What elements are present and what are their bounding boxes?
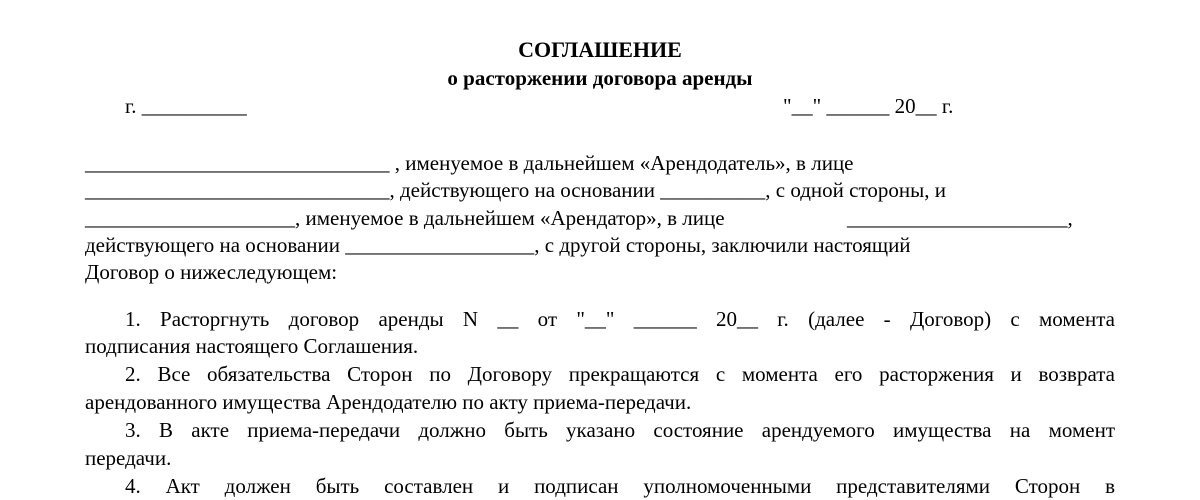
clause-1-second-line: подписания настоящего Соглашения. (85, 334, 419, 358)
document-title: СОГЛАШЕНИЕ (518, 37, 682, 62)
clause-2-first-line: 2. Все обязательства Сторон по Договору прекращаются с момента его расторжения и возврата (125, 362, 1115, 386)
intro-line-1: _____________________________ , именуемое в дальнейшем «Арендодатель», в лице (85, 151, 854, 175)
clause-3-first-line: 3. В акте приема-передачи должно быть указано состояние арендуемого имущества на момент (125, 418, 1115, 442)
place-line: г. __________ (125, 94, 247, 118)
clause-1-first-line: 1. Расторгнуть договор аренды N __ от "__" ______ 20__ г. (далее - Договор) с момента (125, 307, 1115, 331)
intro-line-2: _____________________________, действующего на основании __________, с одной стороны, и (85, 178, 946, 202)
intro-line-5: Договор о нижеследующем: (85, 260, 338, 284)
intro-line-4: действующего на основании __________________, с другой стороны, заключили настоящий (85, 233, 911, 257)
document-subtitle: о расторжении договора аренды (447, 66, 753, 90)
clause-2-second-line: арендованного имущества Арендодателю по акту приема-передачи. (85, 390, 692, 414)
intro-line-3: ____________________, именуемое в дальнейшем «Арендатор», в лице (85, 206, 725, 230)
clause-3-second-line: передачи. (85, 446, 172, 470)
clause-4-first-line: 4. Акт должен быть составлен и подписан уполномоченными представителями Сторон в (125, 474, 1115, 498)
date-line: "__" ______ 20__ г. (783, 94, 954, 118)
intro-line-3-blank: _____________________, (847, 206, 1073, 230)
